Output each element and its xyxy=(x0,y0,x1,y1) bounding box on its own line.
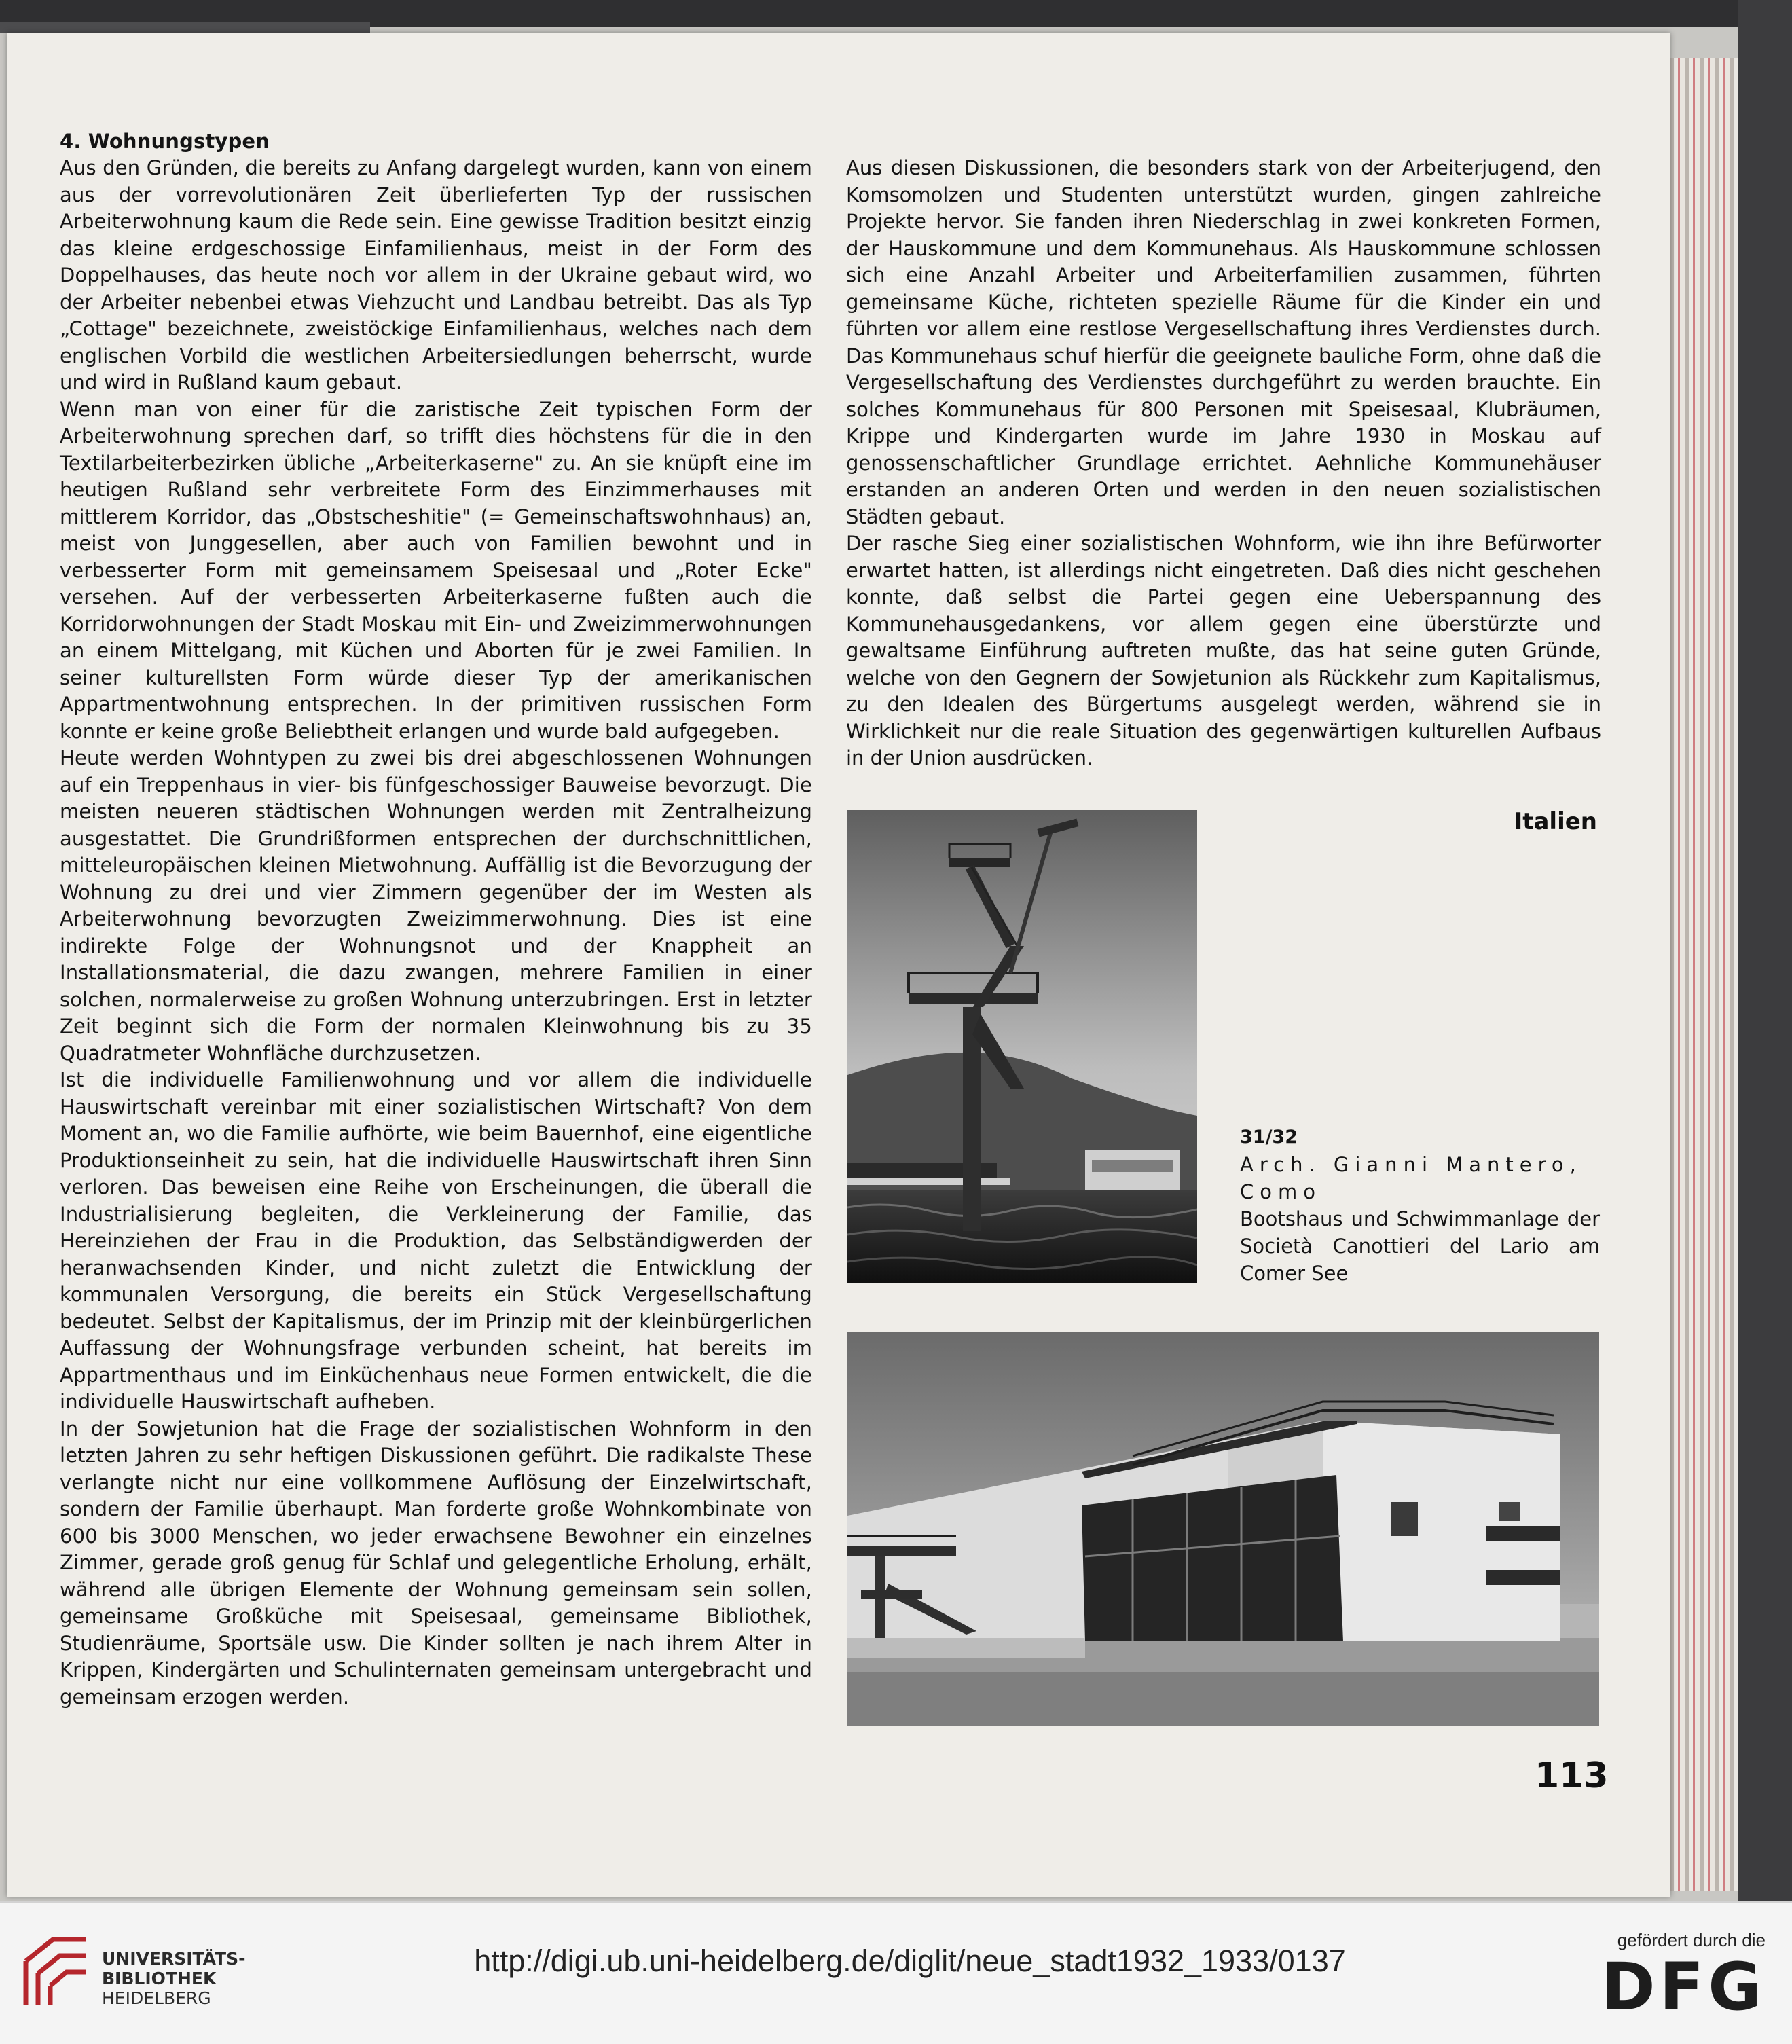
boathouse-photo xyxy=(847,1332,1599,1726)
permalink-url[interactable]: http://digi.ub.uni-heidelberg.de/diglit/neue_stadt1932_1933/0137 xyxy=(474,1943,1346,1978)
paragraph: Heute werden Wohntypen zu zwei bis drei abgeschlossenen Wohnungen auf ein Treppenhaus in vier- bis fünfgeschossiger Bauweise bevorzugt. Die meisten neueren städtischen Wohnungen werden mit Zentralheizung ausgestattet. Die Grundrißformen entsprechen der durchschnittlichen, mitteleuropäischen kleinen Mietwohnung. Auffällig ist die Bevorzugung der Wohnung zu drei und vier Zimmern gegenüber der im Westen als Arbeiterwohnung bevorzugten Zweizimmerwohnung. Dies ist eine indirekte Folge der Wohnungsnot und der Knappheit an Installationsmaterial, die dazu zwangen, mehrere Familien in einer solchen, normalerweise zu großen Wohnung unterzubringen. Erst in letzter Zeit beginnt sich die Form der normalen Kleinwohnung bis zu 35 Quadratmeter Wohnfläche durchzusetzen. xyxy=(60,746,812,1065)
dfg-logo-icon[interactable]: DFG xyxy=(1601,1949,1766,2025)
book-cover-right xyxy=(1738,0,1792,1901)
country-heading: Italien xyxy=(1514,808,1597,835)
page-edges xyxy=(1670,58,1738,1891)
viewer-footer xyxy=(0,1901,1792,2044)
architect-name: Arch. Gianni Mantero, xyxy=(1240,1153,1582,1176)
diving-tower-illustration xyxy=(847,810,1197,1283)
paragraph: Wenn man von einer für die zaristische Zeit typischen Form der Arbeiterwohnung sprechen darf, so trifft dies höchstens für die in den Textilarbeiterbezirken übliche „Arbeiterkaserne" zu. An sie knüpft eine im heutigen Rußland sehr verbreitete Form des Einzimmerhauses mit mittlerem Korridor, das „Obstscheshitie" (= Gemeinschaftswohnhaus) an, meist von Junggesellen, aber auch von Familien bewohnt und in verbesserter Form mit gemeinsamem Speisesaal und „Roter Ecke" versehen. Auf der verbesserten Arbeiterkaserne fußten auch die Korridorwohnungen der Stadt Moskau mit Ein- und Zweizimmerwohnungen an einem Mittelgang, mit Küchen und Aborten für je zwei Familien. In seiner kulturellsten Form würde dieser Typ der amerikanischen Appartmentwohnung entsprechen. In der primitiven russischen Form konnte er keine große Beliebtheit erlangen und wurde bald aufgegeben. xyxy=(60,397,812,743)
section-heading: 4. Wohnungstypen xyxy=(60,130,270,153)
architect-place: Como xyxy=(1240,1180,1321,1203)
figure-number: 31/32 xyxy=(1240,1127,1298,1148)
figure-caption xyxy=(1240,1124,1600,1287)
paragraph: Ist die individuelle Familienwohnung und vor allem die individuelle Hauswirtschaft vereinbar mit einer sozialistischen Wirtschaft? Von dem Moment an, wo die Familie aufhörte, wie beim Bauernhof, eine eigentliche Produktionseinheit zu sein, hat die individuelle Hauswirtschaft ihren Sinn verloren. Das beweisen eine Reihe von Erscheinungen, die überall die Industrialisierung begleiten, die Verkleinerung der Familie, das Hereinziehen der Frau in die Produktion, das Selbständigwerden der heranwachsenden Kinder, und nicht zuletzt die Entwicklung der kommunalen Versorgung, die bereits ein Stück Vergesellschaftung bedeutet. Selbst der Kapitalismus, der im Prinzip mit der kleinbürgerlichen Auffassung der Wohnungsfrage verbunden scheint, hat bereits im Appartmenthaus und im Einküchenhaus neue Formen entwickelt, die die individuelle Hauswirtschaft aufheben. xyxy=(60,1068,812,1413)
diving-tower-photo xyxy=(847,810,1197,1283)
right-text-column xyxy=(846,155,1601,772)
left-text-column xyxy=(60,128,812,1711)
scan-marker-strip xyxy=(0,22,370,33)
library-name-line1: UNIVERSITÄTS- xyxy=(102,1949,246,1969)
boathouse-illustration xyxy=(847,1332,1599,1726)
paragraph: Aus den Gründen, die bereits zu Anfang dargelegt wurden, kann von einem aus der vorrevolutionären Zeit überlieferten Typ der russischen Arbeiterwohnung kaum die Rede sein. Eine gewisse Tradition besitzt einzig das kleine erdgeschossige Einfamilienhaus, meist in der Form des Doppelhauses, das heute noch vor allem in der Ukraine gebaut wird, wo der Arbeiter nebenbei etwas Viehzucht und Landbau betreibt. Das als Typ „Cottage" bezeichnete, zweistöckige Einfamilienhaus, welches nach dem englischen Vorbild die westlichen Arbeitersiedlungen beherrscht, wurde und wird in Rußland kaum gebaut. xyxy=(60,156,812,394)
paragraph: Der rasche Sieg einer sozialistischen Wohnform, wie ihn ihre Befürworter erwartet hatten, ist allerdings nicht eingetreten. Daß dies nicht geschehen konnte, daß selbst die Partei gegen eine Ueberspannung des Kommunehausgedankens, vor allem gegen eine überstürzte und gewaltsame Einführung auftreten mußte, das hat seine guten Gründe, welche von den Gegnern der Sowjetunion als Rückkehr zum Kapitalismus, zu den Idealen des Bürgertums ausgelegt werden, während sie in Wirklichkeit nur die reale Situation des gegenwärtigen kulturellen Aufbaus in der Union ausdrücken. xyxy=(846,532,1601,769)
library-name[interactable] xyxy=(102,1949,245,2008)
library-name-line2: BIBLIOTHEK xyxy=(102,1969,217,1988)
caption-description: Bootshaus und Schwimmanlage der Società Canottieri del Lario am Comer See xyxy=(1240,1207,1600,1285)
paragraph: Aus diesen Diskussionen, die besonders stark von der Arbeiterjugend, den Komsomolzen und Studenten unterstützt wurden, gingen zahlreiche Projekte hervor. Sie fanden ihren Niederschlag in zwei konkreten Formen, der Hauskommune und dem Kommunehaus. Als Hauskommune schlossen sich eine Anzahl Arbeiter und Arbeiterfamilien zusammen, führten gemeinsame Küche, richteten spezielle Räume für die Kinder ein und führten vor allem eine restlose Vergesellschaftung ihres Verdienstes durch. Das Kommunehaus schuf hierfür die geeignete bauliche Form, ohne daß die Vergesellschaftung des Verdienstes durchgeführt zu werden brauchte. Ein solches Kommunehaus für 800 Personen mit Speisesaal, Klubräumen, Krippe und Kindergarten wurde im Jahre 1930 in Moskau auf genossenschaftlicher Grundlage errichtet. Aehnliche Kommunehäuser erstanden an anderen Orten und werden in den neuen sozialistischen Städten gebaut. xyxy=(846,156,1601,528)
library-name-line3: HEIDELBERG xyxy=(102,1988,211,2008)
page-number: 113 xyxy=(1535,1755,1609,1796)
funding-note: gefördert durch die xyxy=(1617,1930,1766,1950)
paragraph: In der Sowjetunion hat die Frage der sozialistischen Wohnform in den letzten Jahren zu sehr heftigen Diskussionen geführt. Die radikalste These verlangte nicht nur eine vollkommene Auflösung der Einzelwirtschaft, sondern der Familie überhaupt. Man forderte große Wohnkombinate von 600 bis 3000 Menschen, wo jeder erwachsene Bewohner ein einzelnes Zimmer, gerade groß genug für Schlaf und gelegentliche Erholung, erhält, während alle übrigen Elemente der Wohnung gemeinsam sein sollen, gemeinsame Großküche mit Speisesaal, gemeinsame Bibliothek, Studienräume, Sportsäle usw. Die Kinder sollten je nach ihrem Alter in Krippen, Kindergärten und Schulinternaten gemeinsam untergebracht und gemeinsam erzogen werden. xyxy=(60,1417,812,1709)
ub-heidelberg-logo-icon[interactable] xyxy=(19,1934,92,2010)
